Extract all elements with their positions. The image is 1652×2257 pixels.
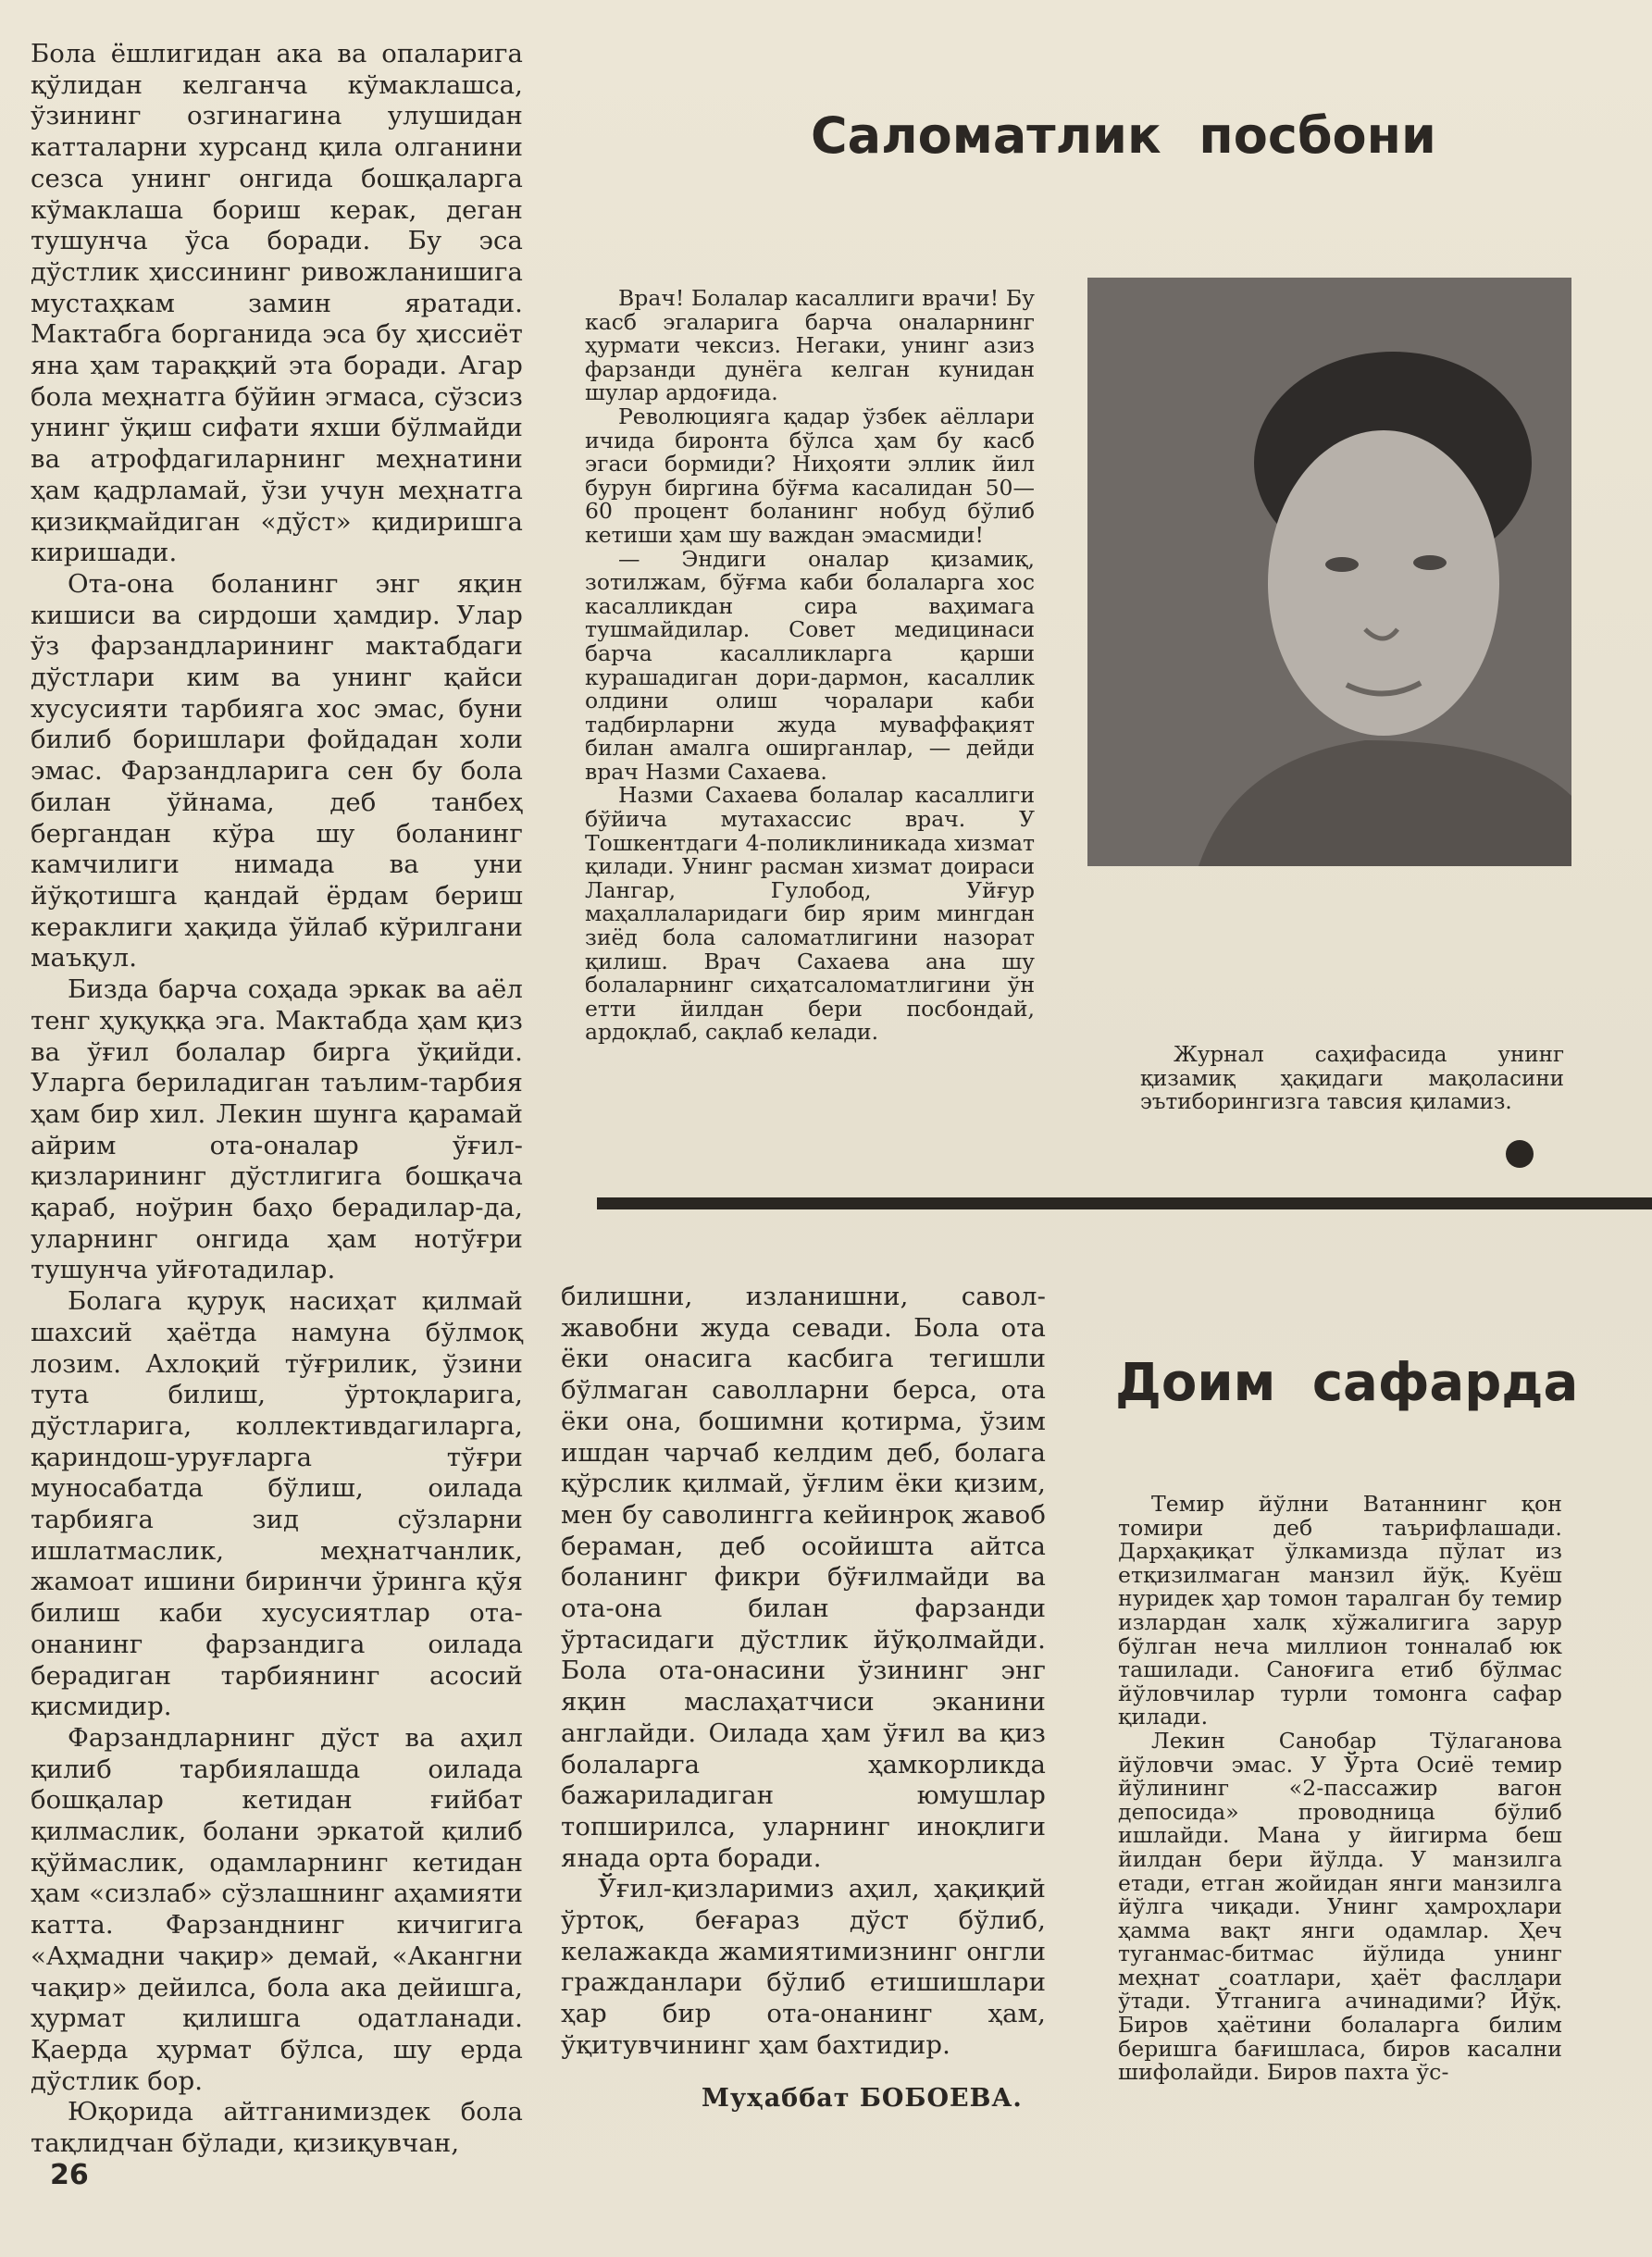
- paragraph: Бола ёшлигидан ака ва опаларига қўлидан келганча кўмаклашса, ўзининг озгинагина улушидан катталарни хурсанд қила олганини сезса унинг онгида бошқаларга кўмаклаша бориш керак, деган тушунча ўса боради. Бу эса дўстлик ҳиссининг ривожланишига мустаҳкам замин яратади. Мактабга борганида эса бу ҳиссиёт яна ҳам тараққий эта боради. Агар бола меҳнатга бўйин эгмаса, сўзсиз унинг ўқиш сифати яхши бўлмайди ва атрофдагиларнинг меҳнатини ҳам қадрламай, ўзи учун меҳнатга қизиқмайдиган «дўст» қидиришга киришади.: [31, 39, 523, 568]
- paragraph: Назми Сахаева болалар касаллиги бўйича мутахассис врач. У Тошкентдаги 4-поликлиникада хизмат қилади. Унинг расман хизмат доираси Лангар, Гулобод, Уйғур маҳаллаларидаги бир ярим мингдан зиёд бола саломатлигини назорат қилиш. Врач Сахаева ана шу болаларнинг сиҳатсаломатлигини ўн етти йилдан бери посбондай, ардоқлаб, сақлаб келади.: [585, 782, 1035, 1046]
- article-title-always-traveling: Доим сафарда: [1115, 1353, 1579, 1413]
- portrait-silhouette: [1087, 278, 1571, 866]
- paragraph: Ота-она боланинг энг яқин кишиси ва сирдоши ҳамдир. Улар ўз фарзандларининг мактабдаги дўстлари ким ва унинг қайси хусусияти тарбияга хос эмас, буни билиб боришлари фойдадан холи эмас. Фарзандларига сен бу бола билан ўйнама, деб танбеҳ бергандан кўра шу боланинг камчилиги нимада ва уни йўқотишга қандай ёрдам бериш кераклиги ҳақида ўйлаб кўрилгани маъқул.: [31, 568, 523, 973]
- always-traveling-text: [1118, 1493, 1562, 2085]
- paragraph: Лекин Санобар Тўлаганова йўловчи эмас. У Ўрта Осиё темир йўлининг «2-пассажир вагон депосида» проводница бўлиб ишлайди. Мана у йигирма беш йилдан бери йўлда. У манзилга етади, етган жойидан янги манзилга йўлга чиқади. Унинг ҳамроҳлари ҳамма вақт янги одамлар. Ҳеч туганмас-битмас йўлида унинг меҳнат соатлари, ҳаёт фасллари ўтади. Ўтганига ачинадими? Йўқ. Биров ҳаётини болаларга билим беришга бағишласа, биров касални шифолайди. Биров пахта ўс-: [1118, 1727, 1562, 2086]
- paragraph: Ўғил-қизларимиз аҳил, ҳақиқий ўртоқ, беғараз дўст бўлиб, келажакда жамиятимизнинг онгли гражданлари бўлиб етишишлари ҳар бир ота-онанинг ҳам, ўқитувчининг ҳам бахтидир.: [561, 1874, 1046, 2060]
- paragraph: Темир йўлни Ватаннинг қон томири деб таърифлашади. Дарҳақиқат ўлкамизда пўлат из етқизилмаган манзил йўқ. Куёш нуридек ҳар томон таралган бу темир излардан халқ хўжалигига зарур бўлган неча миллион тонналаб юк ташилади. Саноғига етиб бўлмас йўловчилар турли томонга сафар қилади.: [1118, 1491, 1562, 1730]
- paragraph: Революцияга қадар ўзбек аёллари ичида биронта бўлса ҳам бу касб эгаси бормиди? Ниҳояти эллик йил бурун биргина бўғма касалидан 50—60 процент боланинг нобуд бўлиб кетиши ҳам шу важдан эмасмиди!: [585, 403, 1035, 548]
- paragraph: Врач! Болалар касаллиги врачи! Бу касб эгаларига барча оналарнинг ҳурмати чексиз. Негаки, унинг азиз фарзанди дунёга келган кунидан шулар ардоғида.: [585, 285, 1035, 406]
- author-signature: Муҳаббат БОБОЕВА.: [702, 2084, 1023, 2113]
- paragraph: — Эндиги оналар қизамиқ, зотилжам, бўғма каби болаларга хос касалликдан сира ваҳимага тушмайдилар. Совет медицинаси барча касалликларга қарши курашадиган дори-дармон, касаллик олдини олиш чоралари каби тадбирларни жуда муваффақият билан амалга оширганлар, — дейди врач Назми Сахаева.: [585, 545, 1035, 785]
- doctor-portrait-photo: [1087, 278, 1571, 866]
- section-divider: [597, 1197, 1652, 1209]
- paragraph: Болага қуруқ насиҳат қилмай шахсий ҳаётда намуна бўлмоқ лозим. Ахлоқий тўғрилик, ўзини тута билиш, ўртоқларига, дўстларига, коллективдагиларга, қариндош-уруғларга тўғри муносабатда бўлиш, оилада тарбияга зид сўзларни ишлатмаслик, меҳнатчанлик, жамоат ишини биринчи ўринга қўя билиш каби хусусиятлар ота-онанинг фарзандига оилада берадиган тарбиянинг асосий қисмидир.: [31, 1286, 523, 1722]
- paragraph: Юқорида айтганимиздек бола тақлидчан бўлади, қизиқувчан,: [31, 2097, 523, 2159]
- paragraph: билишни, изланишни, савол-жавобни жуда севади. Бола ота ёки онасига касбига тегишли бўлмаган саволларни берса, ота ёки она, бошимни қотирма, ўзим ишдан чарчаб келдим деб, болага қўрслик қилмай, ўғлим ёки қизим, мен бу саволингга кейинроқ жавоб бераман, деб осойишта айтса боланинг фикри бўғилмайди ва ота-она билан фарзанди ўртасидаги дўстлик йўқолмайди. Бола ота-онасини ўзининг энг яқин маслаҳатчиси эканини англайди. Оилада ҳам ўғил ва қиз болаларга ҳамкорликда бажариладиган юмушлар топширилса, уларнинг иноқлиги янада орта боради.: [561, 1282, 1046, 1873]
- paragraph: Бизда барча соҳада эркак ва аёл тенг ҳуқуққа эга. Мактабда ҳам қиз ва ўғил болалар бирга ўқийди. Уларга бериладиган таълим-тарбия ҳам бир хил. Лекин шунга қарамай айрим ота-оналар ўғил-қизларининг дўстлигига бошқача қараб, ноўрин баҳо берадилар-да, уларнинг онгида ҳам нотўғри тушунча уйғотадилар.: [31, 974, 523, 1285]
- page-number: 26: [50, 2159, 89, 2191]
- article-middle-column: [561, 1282, 1046, 2062]
- paragraph: Фарзандларнинг дўст ва аҳил қилиб тарбиялашда оилада бошқалар кетидан ғийбат қилмаслик, болани эркатой қилиб қўймаслик, одамларнинг кетидан ҳам «сизлаб» сўзлашнинг аҳамияти катта. Фарзанднинг кичигига «Аҳмадни чақир» демай, «Акангни чақир» дейилса, бола ака дейишга, ҳурмат қилишга одатланади. Қаерда ҳурмат бўлса, шу ерда дўстлик бор.: [31, 1722, 523, 2096]
- photo-caption: Журнал саҳифасида унинг қизамиқ ҳақидаги мақоласини эътиборингизга тавсия қиламиз.: [1140, 1043, 1564, 1115]
- health-guardian-text: [585, 287, 1035, 1045]
- article-title-health-guardian: Саломатлик посбони: [811, 106, 1436, 165]
- end-mark-dot: [1506, 1140, 1534, 1168]
- article-left-column: [31, 39, 523, 2160]
